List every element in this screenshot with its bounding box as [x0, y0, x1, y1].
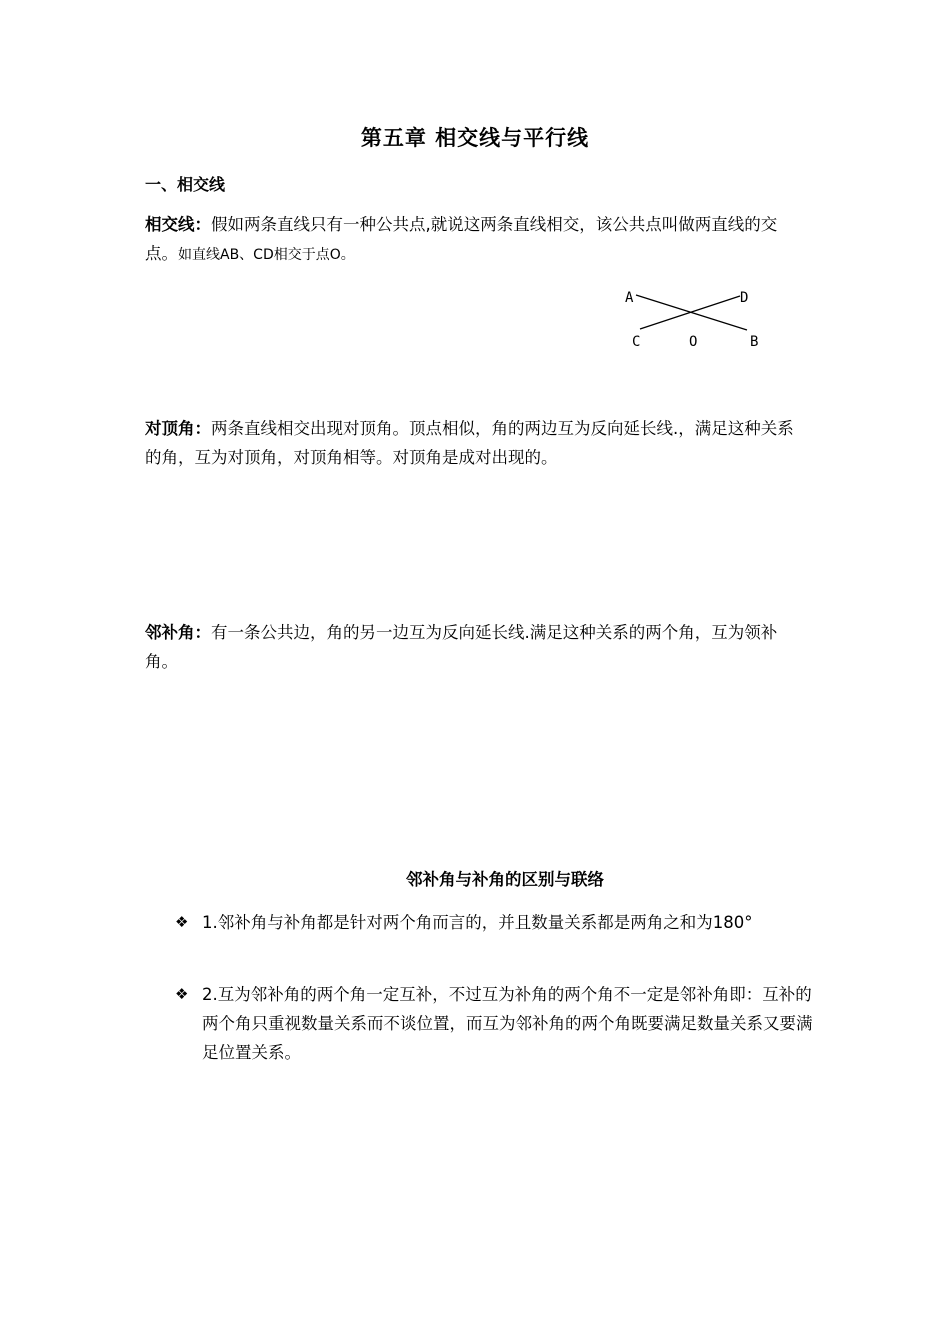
definition-adjacent-supplementary: 有一条公共边，角的另一边互为反向延长线.满足这种关系的两个角，互为领补角。: [145, 623, 778, 671]
bullet-diamond-icon: ❖: [175, 985, 189, 1003]
term-vertical-angles: 对顶角：: [145, 419, 211, 438]
example-intersecting-lines: 如直线AB、CD相交于点O。: [178, 247, 355, 263]
page-title: 第五章 相交线与平行线: [360, 126, 590, 150]
label-d: D: [740, 290, 749, 306]
bullet-diamond-icon: ❖: [175, 913, 189, 931]
paragraph-adjacent-supplementary: [145, 618, 810, 676]
list-item: [175, 908, 815, 937]
definition-vertical-angles: 两条直线相交出现对顶角。顶点相似，角的两边互为反向延长线.，满足这种关系的角，互为对顶角，对顶角相等。对顶角是成对出现的。: [145, 419, 794, 467]
label-b: B: [750, 334, 759, 350]
list-item: [175, 980, 815, 1067]
list-item-text: 1.邻补角与补角都是针对两个角而言的，并且数量关系都是两角之和为180°: [202, 913, 753, 932]
label-a: A: [625, 290, 634, 306]
label-c: C: [632, 334, 641, 350]
paragraph-vertical-angles: [145, 414, 810, 472]
section-heading-intersecting-lines: 一、相交线: [145, 175, 226, 194]
term-adjacent-supplementary: 邻补角：: [145, 623, 211, 642]
section-title-difference: 邻补角与补角的区别与联络: [406, 870, 604, 889]
term-intersecting-lines: 相交线：: [145, 215, 211, 234]
definition-intersecting-lines: 假如两条直线只有一种公共点,就说这两条直线相交，该公共点叫做两直线的交点。: [145, 215, 778, 263]
list-item-text: 2.互为邻补角的两个角一定互补，不过互为补角的两个角不一定是邻补角即：互补的两个角只重视数量关系而不谈位置，而互为邻补角的两个角既要满足数量关系又要满足位置关系。: [202, 985, 813, 1062]
intersecting-lines-diagram: [610, 282, 780, 357]
label-o: O: [689, 334, 698, 350]
paragraph-intersecting-lines: [145, 210, 810, 270]
